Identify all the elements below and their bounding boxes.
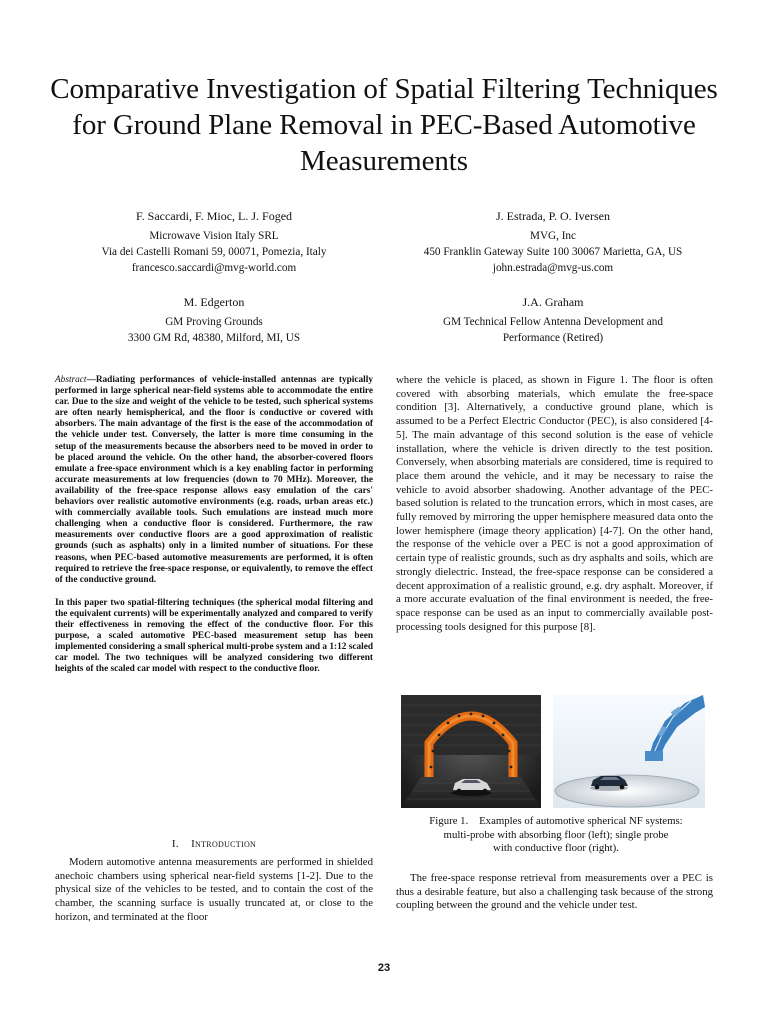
section-heading <box>55 838 373 850</box>
author-names: J.A. Graham <box>522 295 584 309</box>
author-affiliation: GM Proving Grounds <box>165 316 263 328</box>
author-affiliation: GM Technical Fellow Antenna Development and <box>443 316 663 328</box>
caption-line-2: multi-probe with absorbing floor (left); single probe <box>443 828 669 841</box>
author-email: francesco.saccardi@mvg-world.com <box>131 262 297 274</box>
author-affiliation: MVG, Inc <box>530 230 576 242</box>
author-block-2 <box>390 208 716 276</box>
right-column-paragraph: where the vehicle is placed, as shown in Figure 1. The floor is often covered with absorbing materials, which emulate the free-space condition [3]. Alternatively, a conductive ground plane, which is assumed to be a Perfect Electric Conductor (PEC), is also considered [4-5]. The main advantage of this second solution is the ease of vehicle installation, where the vehicle is driven directly to the test position. Conversely, when absorbing materials are considered, time is required to place them around the vehicle, and it may be necessary to raise the vehicle to avoid absorber shadowing. Another advantage of the PEC-based solution is related to the truncation errors, which in most cases, are fully removed by mirroring the upper hemisphere measured data onto the lower hemisphere (image theory application) [4-7]. On the other hand, the response of the vehicle over a PEC is not a good approximation of certain type of realistic grounds, such as dry asphalts and soils, which are strongly dielectric. Instead, the free-space response can be considered a decent approximation of a realistic ground, e.g. dry asphalt. Moreover, if a more accurate evaluation of the final environment is needed, the free-space response can be used as an input to commercially available post-processing tools designed for this purpose [8]. <box>396 374 713 633</box>
right-column-bottom-text <box>396 872 713 913</box>
abstract-dash: — <box>86 375 96 385</box>
abstract-paragraph-2: In this paper two spatial-filtering techniques (the spherical modal filtering and the equivalent currents) will be experimentally analyzed and compared to verify their effectiveness in removing the effect of the conductive floor. For this purpose, a scaled automotive PEC-based measurement setup has been implemented considering a small spherical multi-probe system and a 1:12 scaled car model. The two techniques will be analyzed considering two different heights of the scaled car model with respect to the conductive floor. <box>55 597 373 675</box>
author-names: M. Edgerton <box>183 295 245 309</box>
author-address: 450 Franklin Gateway Suite 100 30067 Marietta, GA, US <box>423 246 683 258</box>
intro-text: Modern automotive antenna measurements are performed in shielded anechoic chambers using spherical near-field systems [1-2]. Due to the physical size of the vehicles to be tested, and to contain the cost of the chamber, the scanning surface is usually truncated at, or close to the horizon, and terminated at the floor <box>55 856 373 923</box>
author-affiliation-cont: Performance (Retired) <box>502 332 604 344</box>
author-email: john.estrada@mvg-us.com <box>492 262 614 274</box>
author-address: 3300 GM Rd, 48380, Milford, MI, US <box>127 332 301 344</box>
author-names: F. Saccardi, F. Mioc, L. J. Foged <box>135 209 293 223</box>
section-title: Introduction <box>191 838 257 850</box>
intro-paragraph <box>55 856 373 925</box>
author-names: J. Estrada, P. O. Iversen <box>496 209 610 223</box>
section-number: I. <box>171 838 179 850</box>
paper-title: Comparative Investigation of Spatial Filtering Techniques for Ground Plane Removal in PEC-Based Automotive Measurements <box>50 73 718 177</box>
author-affiliation: Microwave Vision Italy SRL <box>149 230 279 242</box>
caption-line-1: Figure 1. Examples of automotive spherical NF systems: <box>429 815 683 827</box>
caption-line-3: with conductive floor (right). <box>493 842 619 855</box>
author-block-3 <box>55 294 373 346</box>
right-column-text <box>396 374 713 634</box>
figure-caption <box>398 815 714 856</box>
author-address: Via dei Castelli Romani 59, 00071, Pomezia, Italy <box>101 246 327 258</box>
figure-right-photo <box>553 695 705 808</box>
abstract-lead: Abstract <box>55 375 87 385</box>
abstract <box>55 375 373 675</box>
figure-left-photo <box>401 695 541 808</box>
abstract-paragraph-1: Radiating performances of vehicle-installed antennas are typically performed in large spherical near-field systems able to accommodate the entire car. Due to the size and weight of the vehicle to be tested, such spherical systems are often nearly hemispherical, and the floor is conductive or covered with absorbers. The main advantage of the first is the ease of the accommodation of the vehicle under test. Conversely, the latter is more time consuming in the setup of the measurements because the absorbers need to be moved in order to be placed around the vehicle. On the other hand, the absorber-covered floors emulate a free-space environment which is a key enabling factor in performing accurate measurements at low frequencies (down to 70 MHz). Moreover, the availability of the free-space response allows easy emulation of the cars' behaviors over realistic automotive environments (e.g. roads, urban areas etc.) with commercially available tools. Such emulations are instead much more challenging when a conductive floor is considered. Furthermore, the raw measurements over conductive floors are a good approximation of realistic grounds (such as asphalts) only in a limited number of situations. For these reasons, when PEC-based automotive measurements are performed, it is often required to retrieve the free-space response, or equivalently, to remove the effect of the conductive ground. <box>55 375 373 585</box>
page-number: 23 <box>377 962 391 974</box>
author-block-1 <box>55 208 373 276</box>
author-block-4 <box>390 294 716 346</box>
right-column-bottom-paragraph: The free-space response retrieval from measurements over a PEC is thus a desirable feature, but also a challenging task because of the strong coupling between the ground and the vehicle under test. <box>396 872 713 912</box>
